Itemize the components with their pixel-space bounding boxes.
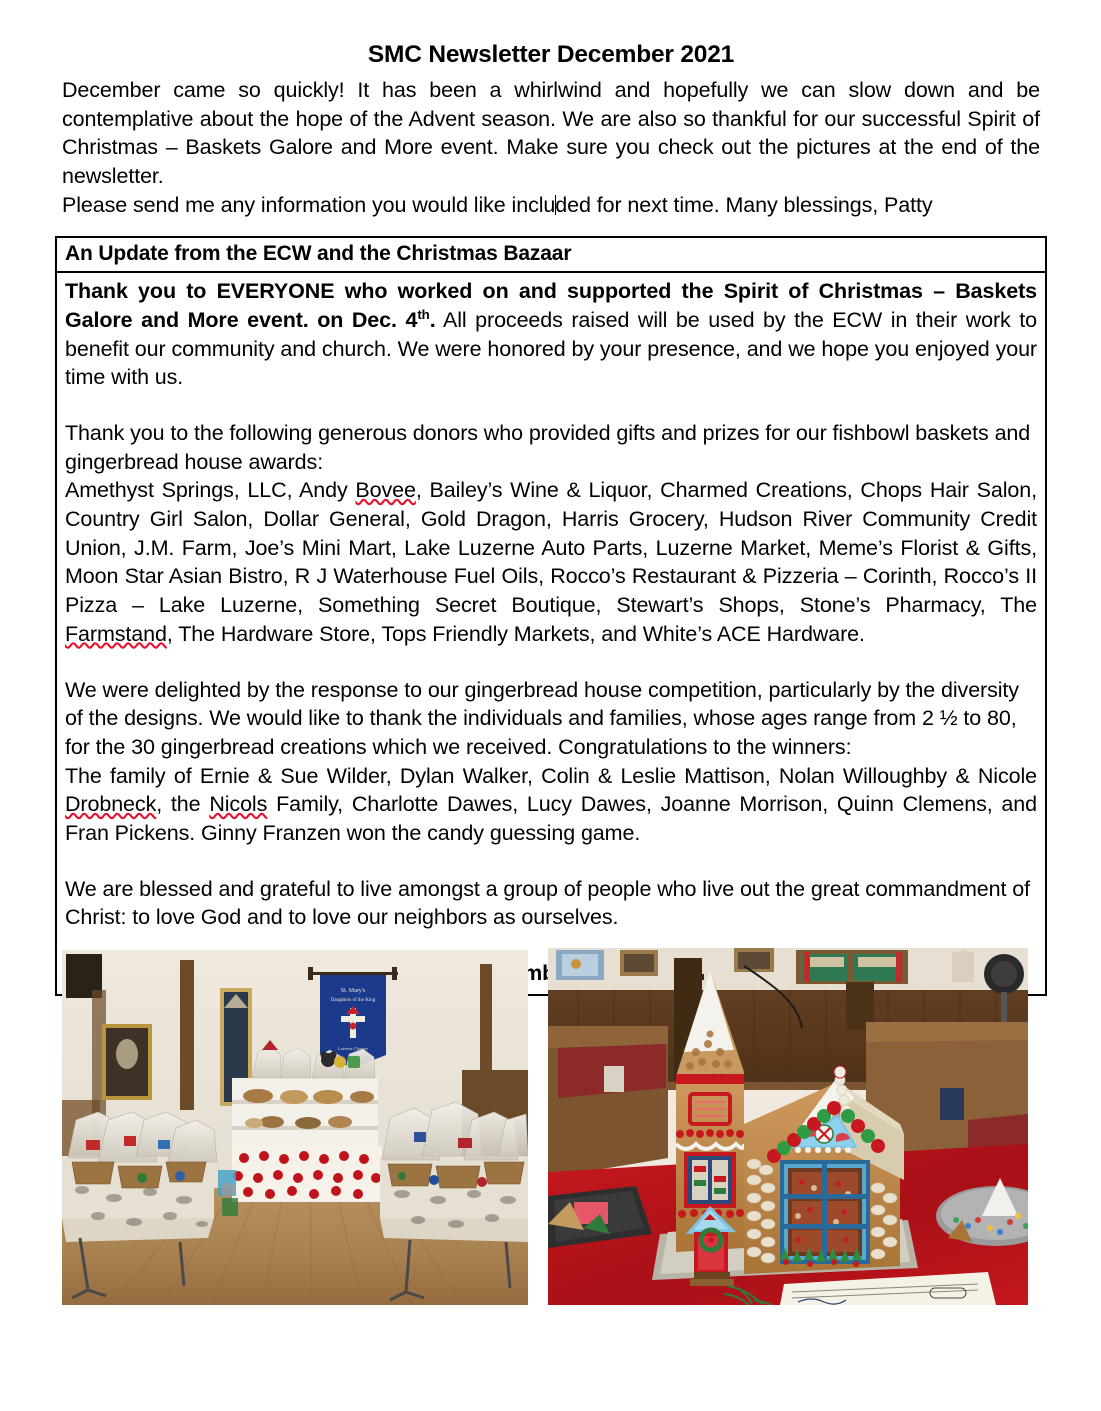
thank-you-rest: All proceeds raised will be used by the ECW in their work to benefit our community and church. We were honored by your presence, and we hope you enjoyed your time with us. xyxy=(65,307,1037,390)
donors-intro-paragraph: Thank you to the following generous donors who provided gifts and prizes for our fishbowl baskets and gingerbread house awards: xyxy=(65,421,1031,474)
ecw-update-box xyxy=(55,236,1047,996)
donors-list-paragraph xyxy=(65,476,1037,648)
gingerbread-church-photo xyxy=(548,948,1028,1305)
intro-closing-suffix: ded for next time. Many blessings, Patty xyxy=(555,192,933,217)
intro-section xyxy=(62,40,1040,219)
intro-closing-prefix: Please send me any information you would like inclu xyxy=(62,192,556,217)
thank-you-bold-period: . xyxy=(429,307,436,332)
paragraph-spacer xyxy=(65,392,1037,419)
spellcheck-word-bovee: Bovee xyxy=(355,478,416,503)
ecw-box-body xyxy=(57,273,1045,993)
ordinal-superscript: th xyxy=(417,306,430,322)
svg-text:St. Mary's: St. Mary's xyxy=(340,988,366,994)
baskets-display-photo xyxy=(62,950,528,1305)
gingerbread-photo-graphic xyxy=(548,948,1028,1305)
paragraph-spacer xyxy=(65,649,1037,676)
paragraph-spacer xyxy=(65,848,1037,875)
svg-text:Luzerne Chapter: Luzerne Chapter xyxy=(337,1046,369,1051)
winners-segment-3: Family, Charlotte Dawes, Lucy Dawes, Joanne Morrison, Quinn Clemens, and Fran Pickens. Ginny Franzen won the candy guessing game. xyxy=(65,792,1037,845)
donors-segment-2: , Bailey’s Wine & Liquor, Charmed Creations, Chops Hair Salon, Country Girl Salon, Dollar General, Gold Dragon, Harris Grocery, Hudson River Community Credit Union, J.M. Farm, Joe’s Mini Mart, Lake Luzerne Auto Parts, Luzerne Market, Meme’s Florist & Gifts, Moon Star Asian Bistro, R J Waterhouse Fuel Oils, Rocco’s Restaurant & Pizzeria – Corinth, Rocco’s II Pizza – Lake Luzerne, Something Secret Boutique, Stewart’s Shops, Stone’s Pharmacy, The xyxy=(65,478,1037,618)
donors-segment-1: Amethyst Springs, LLC, Andy xyxy=(65,478,356,503)
winners-segment-2: , the xyxy=(156,792,210,817)
intro-paragraph: December came so quickly! It has been a whirlwind and hopefully we can slow down and be contemplative about the hope of the Advent season. We are also so thankful for our successful Spirit of Christmas – Baskets Galore and More event. Make sure you check out the pictures at the end of the newsletter. xyxy=(62,77,1040,188)
blessed-paragraph: We are blessed and grateful to live amongst a group of people who live out the great commandment of Christ: to love God and to love our neighbors as ourselves. xyxy=(65,876,1030,930)
svg-text:Daughters of the King: Daughters of the King xyxy=(330,998,376,1003)
baskets-photo-graphic xyxy=(62,950,528,1305)
intro-closing-line xyxy=(62,191,1040,220)
competition-paragraph: We were delighted by the response to our gingerbread house competition, particularly by the diversity of the designs. We would like to thank the individuals and families, whose ages range from 2 ½ to 80, for the 30 gingerbread creations which we received. Congratulations to the winners: xyxy=(65,677,1019,759)
thank-you-bold-lead: Thank you to EVERYONE who worked on and supported the Spirit of Christmas – Baskets Galore and More event. on Dec. 4 xyxy=(65,279,1037,332)
winners-segment-1: The family of Ernie & Sue Wilder, Dylan Walker, Colin & Leslie Mattison, Nolan Willoughby & Nicole xyxy=(65,763,1037,788)
donors-segment-3: , The Hardware Store, Tops Friendly Markets, and White’s ACE Hardware. xyxy=(166,621,865,646)
ecw-box-header: An Update from the ECW and the Christmas Bazaar xyxy=(57,238,1045,273)
winners-paragraph xyxy=(65,762,1037,848)
spellcheck-word-nicols: Nicols xyxy=(209,792,268,817)
spellcheck-word-farmstand: Farmstand xyxy=(65,621,167,646)
page-title: SMC Newsletter December 2021 xyxy=(367,41,735,68)
thank-you-paragraph xyxy=(65,277,1037,392)
spellcheck-word-drobneck: Drobneck xyxy=(65,792,157,817)
